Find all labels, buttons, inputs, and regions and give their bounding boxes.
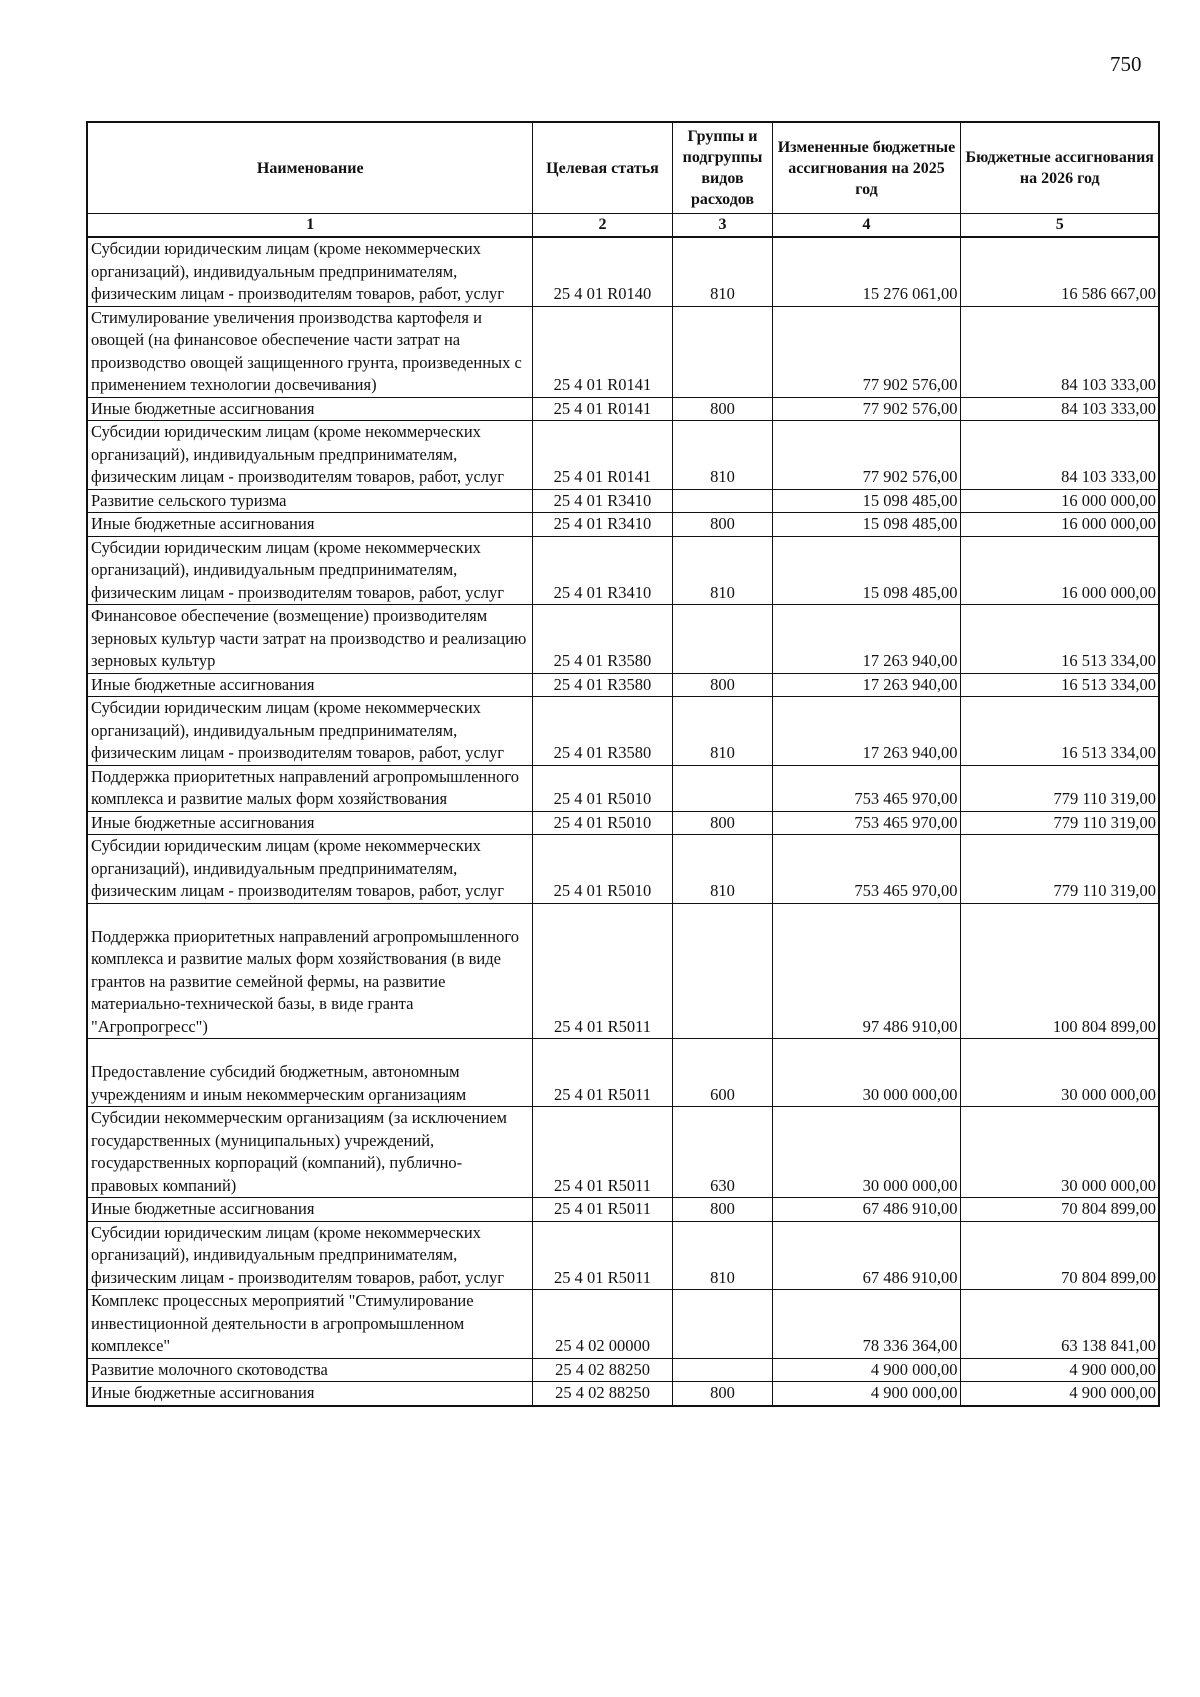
column-number: 2 bbox=[532, 214, 672, 238]
table-row bbox=[87, 605, 1159, 674]
row-amount-2025: 17 263 940,00 bbox=[772, 605, 960, 674]
row-group: 600 bbox=[672, 1039, 772, 1107]
row-code: 25 4 01 R0141 bbox=[532, 397, 672, 421]
row-amount-2026: 16 000 000,00 bbox=[960, 513, 1159, 537]
row-code: 25 4 01 R3580 bbox=[532, 605, 672, 674]
row-code: 25 4 01 R5010 bbox=[532, 835, 672, 904]
row-amount-2026: 16 586 667,00 bbox=[960, 237, 1159, 306]
row-amount-2025: 15 098 485,00 bbox=[772, 513, 960, 537]
table-row bbox=[87, 306, 1159, 397]
page-number: 750 bbox=[1110, 52, 1142, 76]
row-name: Развитие молочного скотоводства bbox=[87, 1358, 532, 1382]
row-amount-2025: 77 902 576,00 bbox=[772, 397, 960, 421]
row-group bbox=[672, 306, 772, 397]
table-row bbox=[87, 811, 1159, 835]
row-amount-2025: 15 276 061,00 bbox=[772, 237, 960, 306]
row-amount-2025: 15 098 485,00 bbox=[772, 536, 960, 605]
row-amount-2025: 67 486 910,00 bbox=[772, 1221, 960, 1290]
row-amount-2026: 84 103 333,00 bbox=[960, 397, 1159, 421]
row-code: 25 4 01 R3410 bbox=[532, 536, 672, 605]
row-name bbox=[87, 903, 532, 1039]
row-name: Иные бюджетные ассигнования bbox=[87, 513, 532, 537]
column-number: 3 bbox=[672, 214, 772, 238]
row-code: 25 4 01 R3410 bbox=[532, 489, 672, 513]
header-article: Целевая статья bbox=[532, 122, 672, 214]
row-amount-2026: 30 000 000,00 bbox=[960, 1107, 1159, 1198]
row-amount-2026: 779 110 319,00 bbox=[960, 835, 1159, 904]
row-amount-2026: 100 804 899,00 bbox=[960, 903, 1159, 1039]
table-row bbox=[87, 835, 1159, 904]
row-name: Субсидии юридическим лицам (кроме некоммерческих организаций), индивидуальным предпринимателям, физическим лицам - производителям товаров, работ, услуг bbox=[87, 237, 532, 306]
header-budget-2026: Бюджетные ассигнования на 2026 год bbox=[960, 122, 1159, 214]
row-amount-2025: 4 900 000,00 bbox=[772, 1358, 960, 1382]
table-row bbox=[87, 237, 1159, 306]
row-code: 25 4 02 88250 bbox=[532, 1358, 672, 1382]
row-amount-2026: 16 513 334,00 bbox=[960, 697, 1159, 766]
row-amount-2025: 753 465 970,00 bbox=[772, 765, 960, 811]
table-row bbox=[87, 397, 1159, 421]
table-row bbox=[87, 421, 1159, 490]
row-name: Поддержка приоритетных направлений агропромышленного комплекса и развитие малых форм хозяйствования bbox=[87, 765, 532, 811]
row-name: Развитие сельского туризма bbox=[87, 489, 532, 513]
table-header-row bbox=[87, 122, 1159, 214]
table-row bbox=[87, 1221, 1159, 1290]
row-group: 800 bbox=[672, 397, 772, 421]
row-code: 25 4 01 R5011 bbox=[532, 1221, 672, 1290]
row-group bbox=[672, 1358, 772, 1382]
row-amount-2025: 77 902 576,00 bbox=[772, 421, 960, 490]
row-name: Стимулирование увеличения производства картофеля и овощей (на финансовое обеспечение части затрат на производство овощей защищенного грунта, произведенных с применением технологии досвечивания) bbox=[87, 306, 532, 397]
leading-blank-line bbox=[91, 904, 530, 926]
row-amount-2025: 753 465 970,00 bbox=[772, 835, 960, 904]
row-amount-2026: 70 804 899,00 bbox=[960, 1198, 1159, 1222]
row-amount-2026: 4 900 000,00 bbox=[960, 1358, 1159, 1382]
table-row bbox=[87, 1198, 1159, 1222]
row-name: Иные бюджетные ассигнования bbox=[87, 811, 532, 835]
row-amount-2026: 16 513 334,00 bbox=[960, 673, 1159, 697]
row-amount-2025: 753 465 970,00 bbox=[772, 811, 960, 835]
row-amount-2025: 67 486 910,00 bbox=[772, 1198, 960, 1222]
row-group: 810 bbox=[672, 1221, 772, 1290]
column-number: 4 bbox=[772, 214, 960, 238]
row-group: 810 bbox=[672, 536, 772, 605]
table-row bbox=[87, 489, 1159, 513]
row-code: 25 4 01 R5010 bbox=[532, 811, 672, 835]
row-name: Иные бюджетные ассигнования bbox=[87, 1382, 532, 1406]
row-code: 25 4 01 R3580 bbox=[532, 673, 672, 697]
row-code: 25 4 01 R5011 bbox=[532, 1107, 672, 1198]
row-amount-2025: 4 900 000,00 bbox=[772, 1382, 960, 1406]
row-name: Субсидии юридическим лицам (кроме некоммерческих организаций), индивидуальным предпринимателям, физическим лицам - производителям товаров, работ, услуг bbox=[87, 536, 532, 605]
row-group bbox=[672, 765, 772, 811]
row-amount-2026: 16 000 000,00 bbox=[960, 489, 1159, 513]
table-row bbox=[87, 765, 1159, 811]
row-name: Иные бюджетные ассигнования bbox=[87, 397, 532, 421]
row-amount-2026: 30 000 000,00 bbox=[960, 1039, 1159, 1107]
row-name: Комплекс процессных мероприятий "Стимулирование инвестиционной деятельности в агропромышленном комплексе" bbox=[87, 1290, 532, 1359]
row-name-text: Предоставление субсидий бюджетным, автономным учреждениям и иным некоммерческим организациям bbox=[91, 1062, 467, 1104]
row-code: 25 4 01 R0140 bbox=[532, 237, 672, 306]
row-group: 810 bbox=[672, 237, 772, 306]
row-group bbox=[672, 1290, 772, 1359]
row-group: 800 bbox=[672, 1198, 772, 1222]
header-groups: Группы и подгруппы видов расходов bbox=[672, 122, 772, 214]
row-amount-2026: 70 804 899,00 bbox=[960, 1221, 1159, 1290]
row-group: 800 bbox=[672, 811, 772, 835]
row-code: 25 4 01 R3410 bbox=[532, 513, 672, 537]
table-row bbox=[87, 1039, 1159, 1107]
row-name: Иные бюджетные ассигнования bbox=[87, 673, 532, 697]
row-group: 800 bbox=[672, 673, 772, 697]
row-code: 25 4 01 R5010 bbox=[532, 765, 672, 811]
row-code: 25 4 01 R3580 bbox=[532, 697, 672, 766]
row-group bbox=[672, 489, 772, 513]
table-row bbox=[87, 1107, 1159, 1198]
row-amount-2026: 84 103 333,00 bbox=[960, 306, 1159, 397]
row-group: 810 bbox=[672, 697, 772, 766]
row-amount-2025: 15 098 485,00 bbox=[772, 489, 960, 513]
row-name: Субсидии некоммерческим организациям (за исключением государственных (муниципальных) учреждений, государственных корпораций (компаний), публично-правовых компаний) bbox=[87, 1107, 532, 1198]
row-amount-2026: 16 513 334,00 bbox=[960, 605, 1159, 674]
row-amount-2025: 17 263 940,00 bbox=[772, 697, 960, 766]
row-amount-2025: 77 902 576,00 bbox=[772, 306, 960, 397]
row-code: 25 4 01 R5011 bbox=[532, 903, 672, 1039]
budget-table bbox=[86, 121, 1160, 1407]
row-group: 800 bbox=[672, 1382, 772, 1406]
row-code: 25 4 01 R5011 bbox=[532, 1039, 672, 1107]
row-code: 25 4 01 R0141 bbox=[532, 306, 672, 397]
table-row bbox=[87, 536, 1159, 605]
header-name: Наименование bbox=[87, 122, 532, 214]
row-amount-2026: 16 000 000,00 bbox=[960, 536, 1159, 605]
row-group bbox=[672, 605, 772, 674]
row-code: 25 4 02 88250 bbox=[532, 1382, 672, 1406]
row-amount-2025: 17 263 940,00 bbox=[772, 673, 960, 697]
row-code: 25 4 01 R5011 bbox=[532, 1198, 672, 1222]
row-group: 810 bbox=[672, 421, 772, 490]
row-amount-2026: 63 138 841,00 bbox=[960, 1290, 1159, 1359]
table-row bbox=[87, 1358, 1159, 1382]
table-row bbox=[87, 1382, 1159, 1406]
row-name: Субсидии юридическим лицам (кроме некоммерческих организаций), индивидуальным предпринимателям, физическим лицам - производителям товаров, работ, услуг bbox=[87, 421, 532, 490]
row-amount-2026: 4 900 000,00 bbox=[960, 1382, 1159, 1406]
row-amount-2025: 97 486 910,00 bbox=[772, 903, 960, 1039]
row-code: 25 4 02 00000 bbox=[532, 1290, 672, 1359]
row-amount-2026: 84 103 333,00 bbox=[960, 421, 1159, 490]
row-code: 25 4 01 R0141 bbox=[532, 421, 672, 490]
row-amount-2026: 779 110 319,00 bbox=[960, 765, 1159, 811]
row-amount-2026: 779 110 319,00 bbox=[960, 811, 1159, 835]
row-group bbox=[672, 903, 772, 1039]
row-name: Субсидии юридическим лицам (кроме некоммерческих организаций), индивидуальным предпринимателям, физическим лицам - производителям товаров, работ, услуг bbox=[87, 835, 532, 904]
column-number: 5 bbox=[960, 214, 1159, 238]
row-name: Субсидии юридическим лицам (кроме некоммерческих организаций), индивидуальным предпринимателям, физическим лицам - производителям товаров, работ, услуг bbox=[87, 1221, 532, 1290]
column-number-row bbox=[87, 214, 1159, 238]
table-row bbox=[87, 513, 1159, 537]
row-group: 810 bbox=[672, 835, 772, 904]
row-name: Финансовое обеспечение (возмещение) производителям зерновых культур части затрат на производство и реализацию зерновых культур bbox=[87, 605, 532, 674]
row-amount-2025: 30 000 000,00 bbox=[772, 1107, 960, 1198]
row-amount-2025: 78 336 364,00 bbox=[772, 1290, 960, 1359]
table-row bbox=[87, 673, 1159, 697]
row-group: 630 bbox=[672, 1107, 772, 1198]
table-row bbox=[87, 697, 1159, 766]
row-name: Иные бюджетные ассигнования bbox=[87, 1198, 532, 1222]
table-row bbox=[87, 903, 1159, 1039]
header-changed-2025: Измененные бюджетные ассигнования на 2025 год bbox=[772, 122, 960, 214]
table-row bbox=[87, 1290, 1159, 1359]
row-name-text: Поддержка приоритетных направлений агропромышленного комплекса и развитие малых форм хозяйствования (в виде грантов на развитие семейной фермы, на развитие материально-технической базы, в виде гранта "Агропрогресс") bbox=[91, 926, 519, 1036]
leading-blank-line bbox=[91, 1039, 530, 1061]
row-name: Субсидии юридическим лицам (кроме некоммерческих организаций), индивидуальным предпринимателям, физическим лицам - производителям товаров, работ, услуг bbox=[87, 697, 532, 766]
row-amount-2025: 30 000 000,00 bbox=[772, 1039, 960, 1107]
row-group: 800 bbox=[672, 513, 772, 537]
row-name bbox=[87, 1039, 532, 1107]
column-number: 1 bbox=[87, 214, 532, 238]
